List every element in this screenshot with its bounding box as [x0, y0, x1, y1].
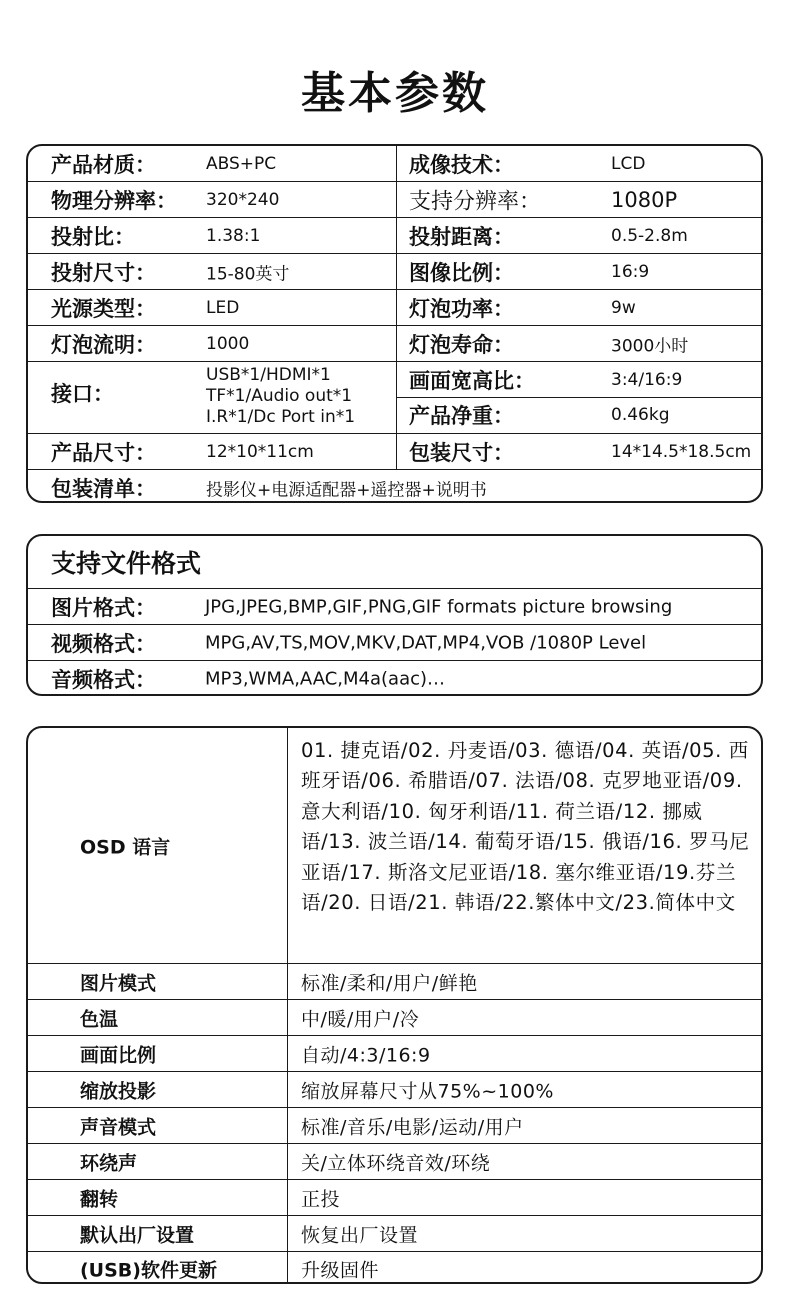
format-heading-row	[28, 536, 761, 589]
osd-row	[28, 1072, 761, 1108]
spec-row	[28, 218, 761, 254]
osd-value: 自动/4:3/16:9	[301, 1044, 431, 1066]
spec-row	[28, 434, 761, 470]
spec-value: 320*240	[206, 189, 280, 210]
spec-row	[28, 470, 761, 503]
spec-value: 1.38:1	[206, 225, 261, 246]
format-heading: 支持文件格式	[51, 549, 202, 578]
spec-value: 12*10*11cm	[206, 441, 314, 462]
osd-row	[28, 1216, 761, 1252]
spec-value: 15-80英寸	[206, 264, 290, 284]
osd-language-row	[28, 728, 761, 964]
spec-value: 投影仪+电源适配器+遥控器+说明书	[206, 480, 487, 500]
osd-row	[28, 1036, 761, 1072]
spec-row	[28, 254, 761, 290]
spec-label: 物理分辨率：	[51, 188, 177, 213]
spec-label: 灯泡寿命：	[409, 332, 514, 357]
spec-label: 产品材质：	[51, 152, 156, 177]
spec-label: 成像技术：	[409, 152, 514, 177]
spec-value: 1000	[206, 333, 250, 354]
spec-table	[26, 144, 763, 503]
osd-label: (USB)软件更新	[80, 1259, 217, 1282]
spec-value: 3:4/16:9	[611, 369, 683, 390]
format-row	[28, 625, 761, 661]
format-value: MPG,AV,TS,MOV,MKV,DAT,MP4,VOB /1080P Level	[205, 632, 647, 653]
format-value: JPG,JPEG,BMP,GIF,PNG,GIF formats picture browsing	[205, 596, 673, 617]
format-label: 图片格式：	[51, 595, 156, 620]
osd-value: 标准/柔和/用户/鲜艳	[301, 972, 478, 994]
osd-value: 标准/音乐/电影/运动/用户	[301, 1116, 524, 1138]
spec-value: LED	[206, 297, 240, 318]
spec-value: 0.46kg	[611, 405, 670, 425]
osd-value: 缩放屏幕尺寸从75%~100%	[301, 1080, 554, 1102]
osd-label: OSD 语言	[80, 836, 171, 858]
osd-row	[28, 1108, 761, 1144]
osd-label: 画面比例	[80, 1044, 157, 1066]
osd-row	[28, 1252, 761, 1284]
spec-row	[28, 326, 761, 362]
format-row	[28, 589, 761, 625]
spec-value: ABS+PC	[206, 153, 277, 174]
osd-value: 关/立体环绕音效/环绕	[301, 1152, 491, 1174]
spec-row	[28, 182, 761, 218]
spec-row	[28, 362, 761, 434]
osd-value: 恢复出厂设置	[301, 1224, 419, 1246]
spec-label: 灯泡功率：	[409, 296, 514, 321]
osd-label: 图片模式	[80, 972, 157, 994]
osd-value: 正投	[301, 1188, 341, 1210]
osd-label: 环绕声	[80, 1152, 138, 1174]
spec-label: 画面宽高比：	[409, 368, 535, 393]
osd-label: 色温	[80, 1008, 119, 1030]
spec-label: 产品净重：	[409, 404, 514, 428]
spec-label: 包装清单：	[51, 476, 156, 501]
osd-row	[28, 1144, 761, 1180]
spec-label: 光源类型：	[51, 296, 156, 321]
spec-label: 包装尺寸：	[409, 440, 514, 465]
spec-label: 支持分辨率：	[409, 189, 542, 214]
page-title: 基本参数	[301, 68, 489, 119]
spec-label: 接口：	[51, 382, 114, 406]
format-table	[26, 534, 763, 696]
spec-label: 投射距离：	[409, 224, 514, 249]
format-row	[28, 661, 761, 696]
spec-value: 0.5-2.8m	[611, 225, 688, 246]
spec-label: 投射比：	[51, 224, 135, 249]
osd-row	[28, 1180, 761, 1216]
spec-label: 灯泡流明：	[51, 332, 156, 357]
spec-value: LCD	[611, 153, 646, 174]
osd-row	[28, 1000, 761, 1036]
format-label: 视频格式：	[51, 631, 156, 656]
osd-row	[28, 964, 761, 1000]
osd-label: 翻转	[80, 1188, 119, 1210]
osd-language-list: 01. 捷克语/02. 丹麦语/03. 德语/04. 英语/05. 西班牙语/06. 希腊语/07. 法语/08. 克罗地亚语/09. 意大利语/10. 匈牙利语/11. 荷兰语/12. 挪威语/13. 波兰语/14. 葡萄牙语/15. 俄语/16. 罗马尼亚语/17. 斯洛文尼亚语/18. 塞尔维亚语/19.芬兰语/20. 日语/21. 韩语/22.繁体中文/23.简体中文	[301, 739, 750, 915]
spec-row	[28, 290, 761, 326]
format-label: 音频格式：	[51, 667, 156, 692]
spec-value: 16:9	[611, 261, 650, 282]
osd-label: 默认出厂设置	[80, 1224, 195, 1246]
format-value: MP3,WMA,AAC,M4a(aac)…	[205, 668, 446, 689]
spec-row	[28, 146, 761, 182]
spec-value: 3000小时	[611, 336, 689, 356]
spec-label: 图像比例：	[409, 260, 514, 285]
osd-value: 升级固件	[301, 1259, 380, 1282]
spec-label: 产品尺寸：	[51, 440, 156, 465]
osd-label: 缩放投影	[80, 1080, 157, 1102]
spec-label: 投射尺寸：	[51, 260, 156, 285]
spec-value: 9w	[611, 297, 636, 318]
spec-value: USB*1/HDMI*1 TF*1/Audio out*1 I.R*1/Dc Port in*1	[206, 365, 356, 427]
osd-label: 声音模式	[80, 1116, 157, 1138]
spec-value: 1080P	[611, 187, 678, 212]
osd-value: 中/暖/用户/冷	[301, 1008, 420, 1030]
spec-value: 14*14.5*18.5cm	[611, 441, 752, 462]
osd-table	[26, 726, 763, 1284]
